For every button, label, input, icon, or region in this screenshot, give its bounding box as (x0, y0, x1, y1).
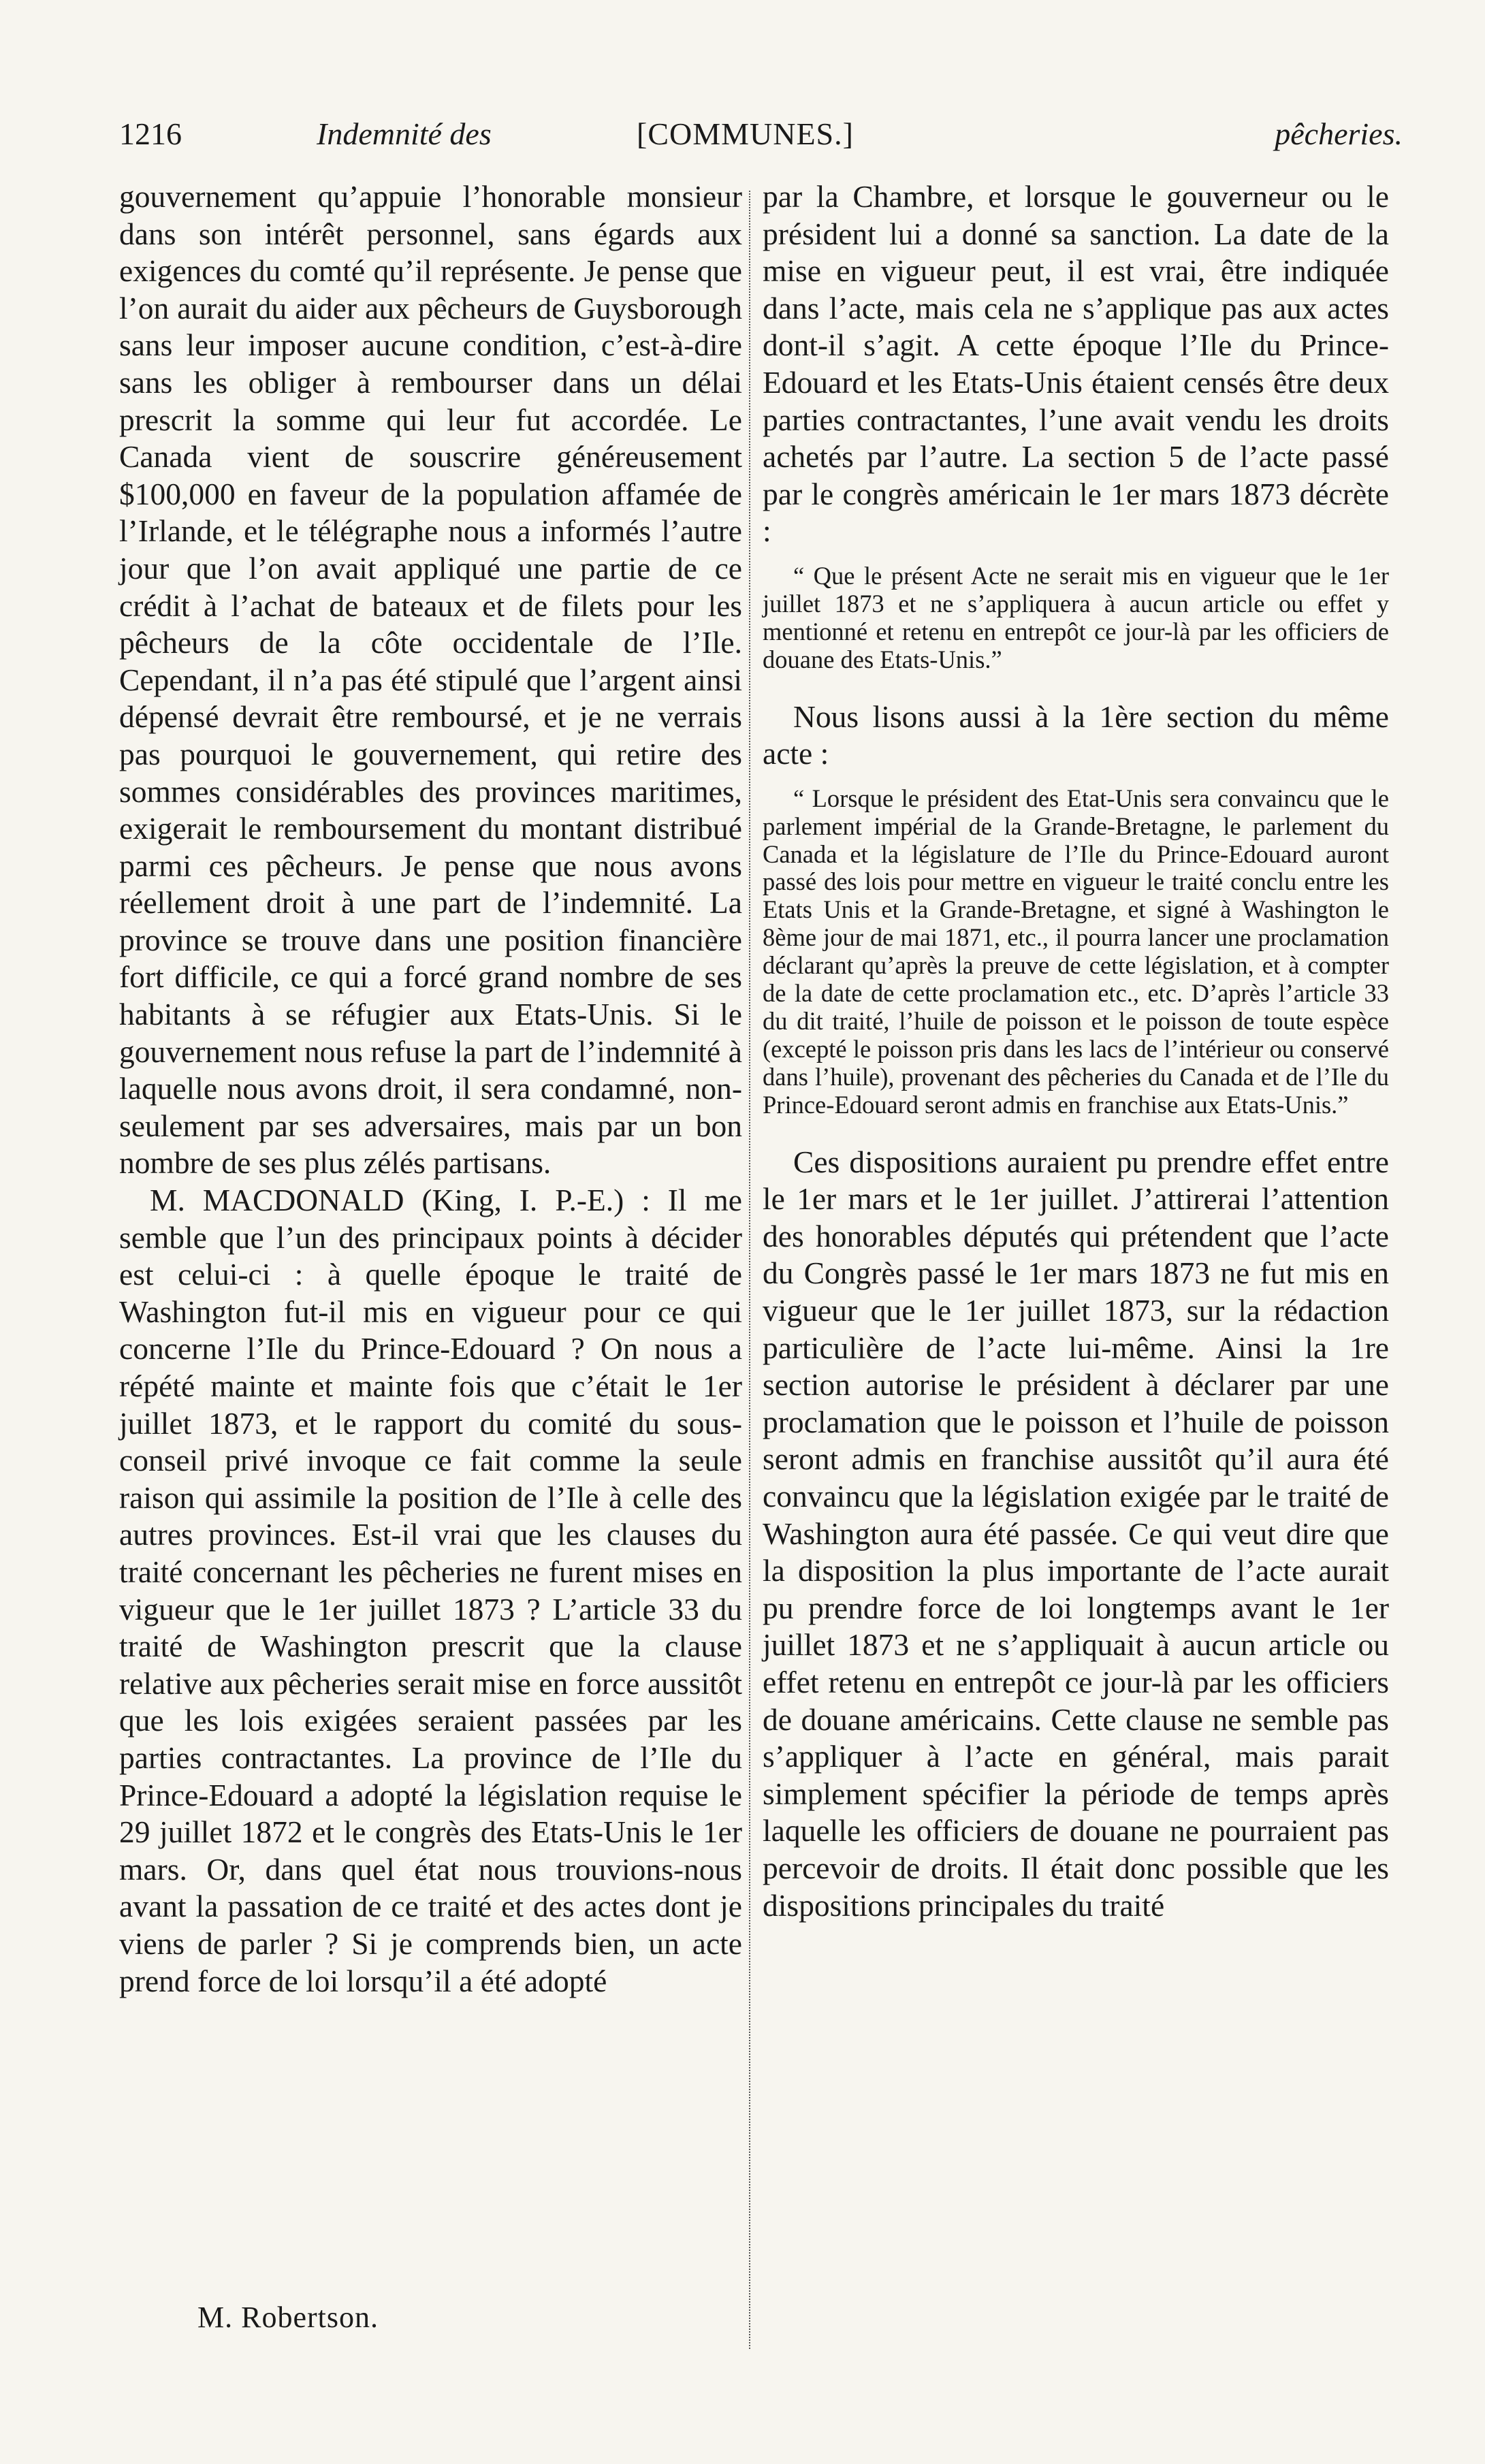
speaker-footer: M. Robertson. (197, 2301, 379, 2334)
quote-section-5: “ Que le présent Acte ne serait mis en vigueur que le 1er juillet 1873 et ne s’appliquera à aucun article ou effet y mentionné et retenu en entrepôt ce jour-là par les officiers de douane des Etats-Unis.” (763, 561, 1389, 673)
left-column (119, 178, 742, 2000)
page-number: 1216 (119, 116, 182, 151)
header-left-title: Indemnité des (317, 116, 492, 151)
right-paragraph-3: Ces dispositions auraient pu prendre effet entre le 1er mars et le 1er juillet. J’attirerai l’attention des honorables députés qui prétendent que l’acte du Congrès passé le 1er mars 1873 ne fut mis en vigueur que le 1er juillet 1873, sur la rédaction particulière de l’acte lui-même. Ainsi la 1re section autorise le président à déclarer par une proclamation que le poisson et l’huile de poisson seront admis en franchise aussitôt qu’il aura été convaincu que la législation exigée par le traité de Washington aura été passée. Ce qui veut dire que la disposition la plus importante de l’acte aurait pu prendre force de loi longtemps avant le 1er juillet 1873 et ne s’appliquait à aucun article ou effet retenu en entrepôt ce jour-là par les officiers de douane américains. Cette clause ne semble pas s’appliquer à l’acte en général, mais parait simplement spécifier la période de temps après laquelle les officiers de douane ne pourraient pas percevoir de droits. Il était donc possible que les dispositions principales du traité (763, 1144, 1389, 1923)
header-center-title: [COMMUNES.] (637, 116, 854, 151)
quote-section-1: “ Lorsque le président des Etat-Unis sera convaincu que le parlement impérial de la Grande-Bretagne, le parlement du Canada et la législature de l’Ile du Prince-Edouard auront passé des lois pour mettre en vigueur le traité conclu entre les Etats Unis et la Grande-Bretagne, et signé à Washington le 8ème jour de mai 1871, etc., il pourra lancer une proclamation déclarant qu’après la preuve de cette législation, et à compter de la date de cette proclamation etc., etc. D’après l’article 33 du dit traité, l’huile de poisson et le poisson de toute espèce (excepté le poisson pris dans les lacs de l’intérieur ou conservé dans l’huile), provenant des pêcheries du Canada et de l’Ile du Prince-Edouard seront admis en franchise aux Etats-Unis.” (763, 784, 1389, 1119)
page-header (119, 102, 1403, 157)
right-paragraph-1: par la Chambre, et lorsque le gouverneur ou le président lui a donné sa sanction. La date de la mise en vigueur peut, il est vrai, être indiquée dans l’acte, mais cela ne s’applique pas aux actes dont-il s’agit. A cette époque l’Ile du Prince-Edouard et les Etats-Unis étaient censés être deux parties contractantes, l’une avait vendu les droits achetés par l’autre. La section 5 de l’acte passé par le congrès américain le 1er mars 1873 décrète : (763, 179, 1389, 549)
column-divider (749, 191, 750, 2349)
right-column (763, 178, 1389, 1924)
left-paragraph-2-macdonald: M. MACDONALD (King, I. P.-E.) : Il me semble que l’un des principaux points à décider est celui-ci : à quelle époque le traité de Washington fut-il mis en vigueur pour ce qui concerne l’Ile du Prince-Edouard ? On nous a répété mainte et mainte fois que c’était le 1er juillet 1873, et le rapport du comité du sous-conseil privé invoque ce fait comme la seule raison qui assimile la position de l’Ile à celle des autres provinces. Est-il vrai que les clauses du traité concernant les pêcheries ne furent mises en vigueur que le 1er juillet 1873 ? L’article 33 du traité de Washington prescrit que la clause relative aux pêcheries serait mise en force aussitôt que les lois exigées seraient passées par les parties contractantes. La province de l’Ile du Prince-Edouard a adopté la législation requise le 29 juillet 1872 et le congrès des Etats-Unis le 1er mars. Or, dans quel état nous trouvions-nous avant la passation de ce traité et des actes dont je viens de parler ? Si je comprends bien, un acte prend force de loi lorsqu’il a été adopté (119, 1183, 742, 1998)
left-paragraph-1: gouvernement qu’appuie l’honorable monsieur dans son intérêt personnel, sans égards aux exigences du comté qu’il représente. Je pense que l’on aurait du aider aux pêcheurs de Guysborough sans leur imposer aucune condition, c’est-à-dire sans les obliger à rembourser dans un délai prescrit la somme qui leur fut accordée. Le Canada vient de souscrire généreusement $100,000 en faveur de la population affamée de l’Irlande, et le télégraphe nous a informés l’autre jour que l’on avait appliqué une partie de ce crédit à l’achat de bateaux et de filets pour les pêcheurs de la côte occidentale de l’Ile. Cependant, il n’a pas été stipulé que l’argent ainsi dépensé devrait être remboursé, et je ne verrais pas pourquoi le gouvernement, qui retire des sommes considérables des provinces maritimes, exigerait le remboursement du montant distribué parmi ces pêcheurs. Je pense que nous avons réellement droit à une part de l’indemnité. La province se trouve dans une position financière fort difficile, ce qui a forcé grand nombre de ses habitants à se réfugier aux Etats-Unis. Si le gouvernement nous refuse la part de l’indemnité à laquelle nous avons droit, il sera condamné, non-seulement par ses adversaires, mais par un bon nombre de ses plus zélés partisans. (119, 179, 742, 1181)
right-paragraph-2: Nous lisons aussi à la 1ère section du même acte : (763, 699, 1389, 771)
header-right-title: pêcheries. (1275, 116, 1403, 151)
